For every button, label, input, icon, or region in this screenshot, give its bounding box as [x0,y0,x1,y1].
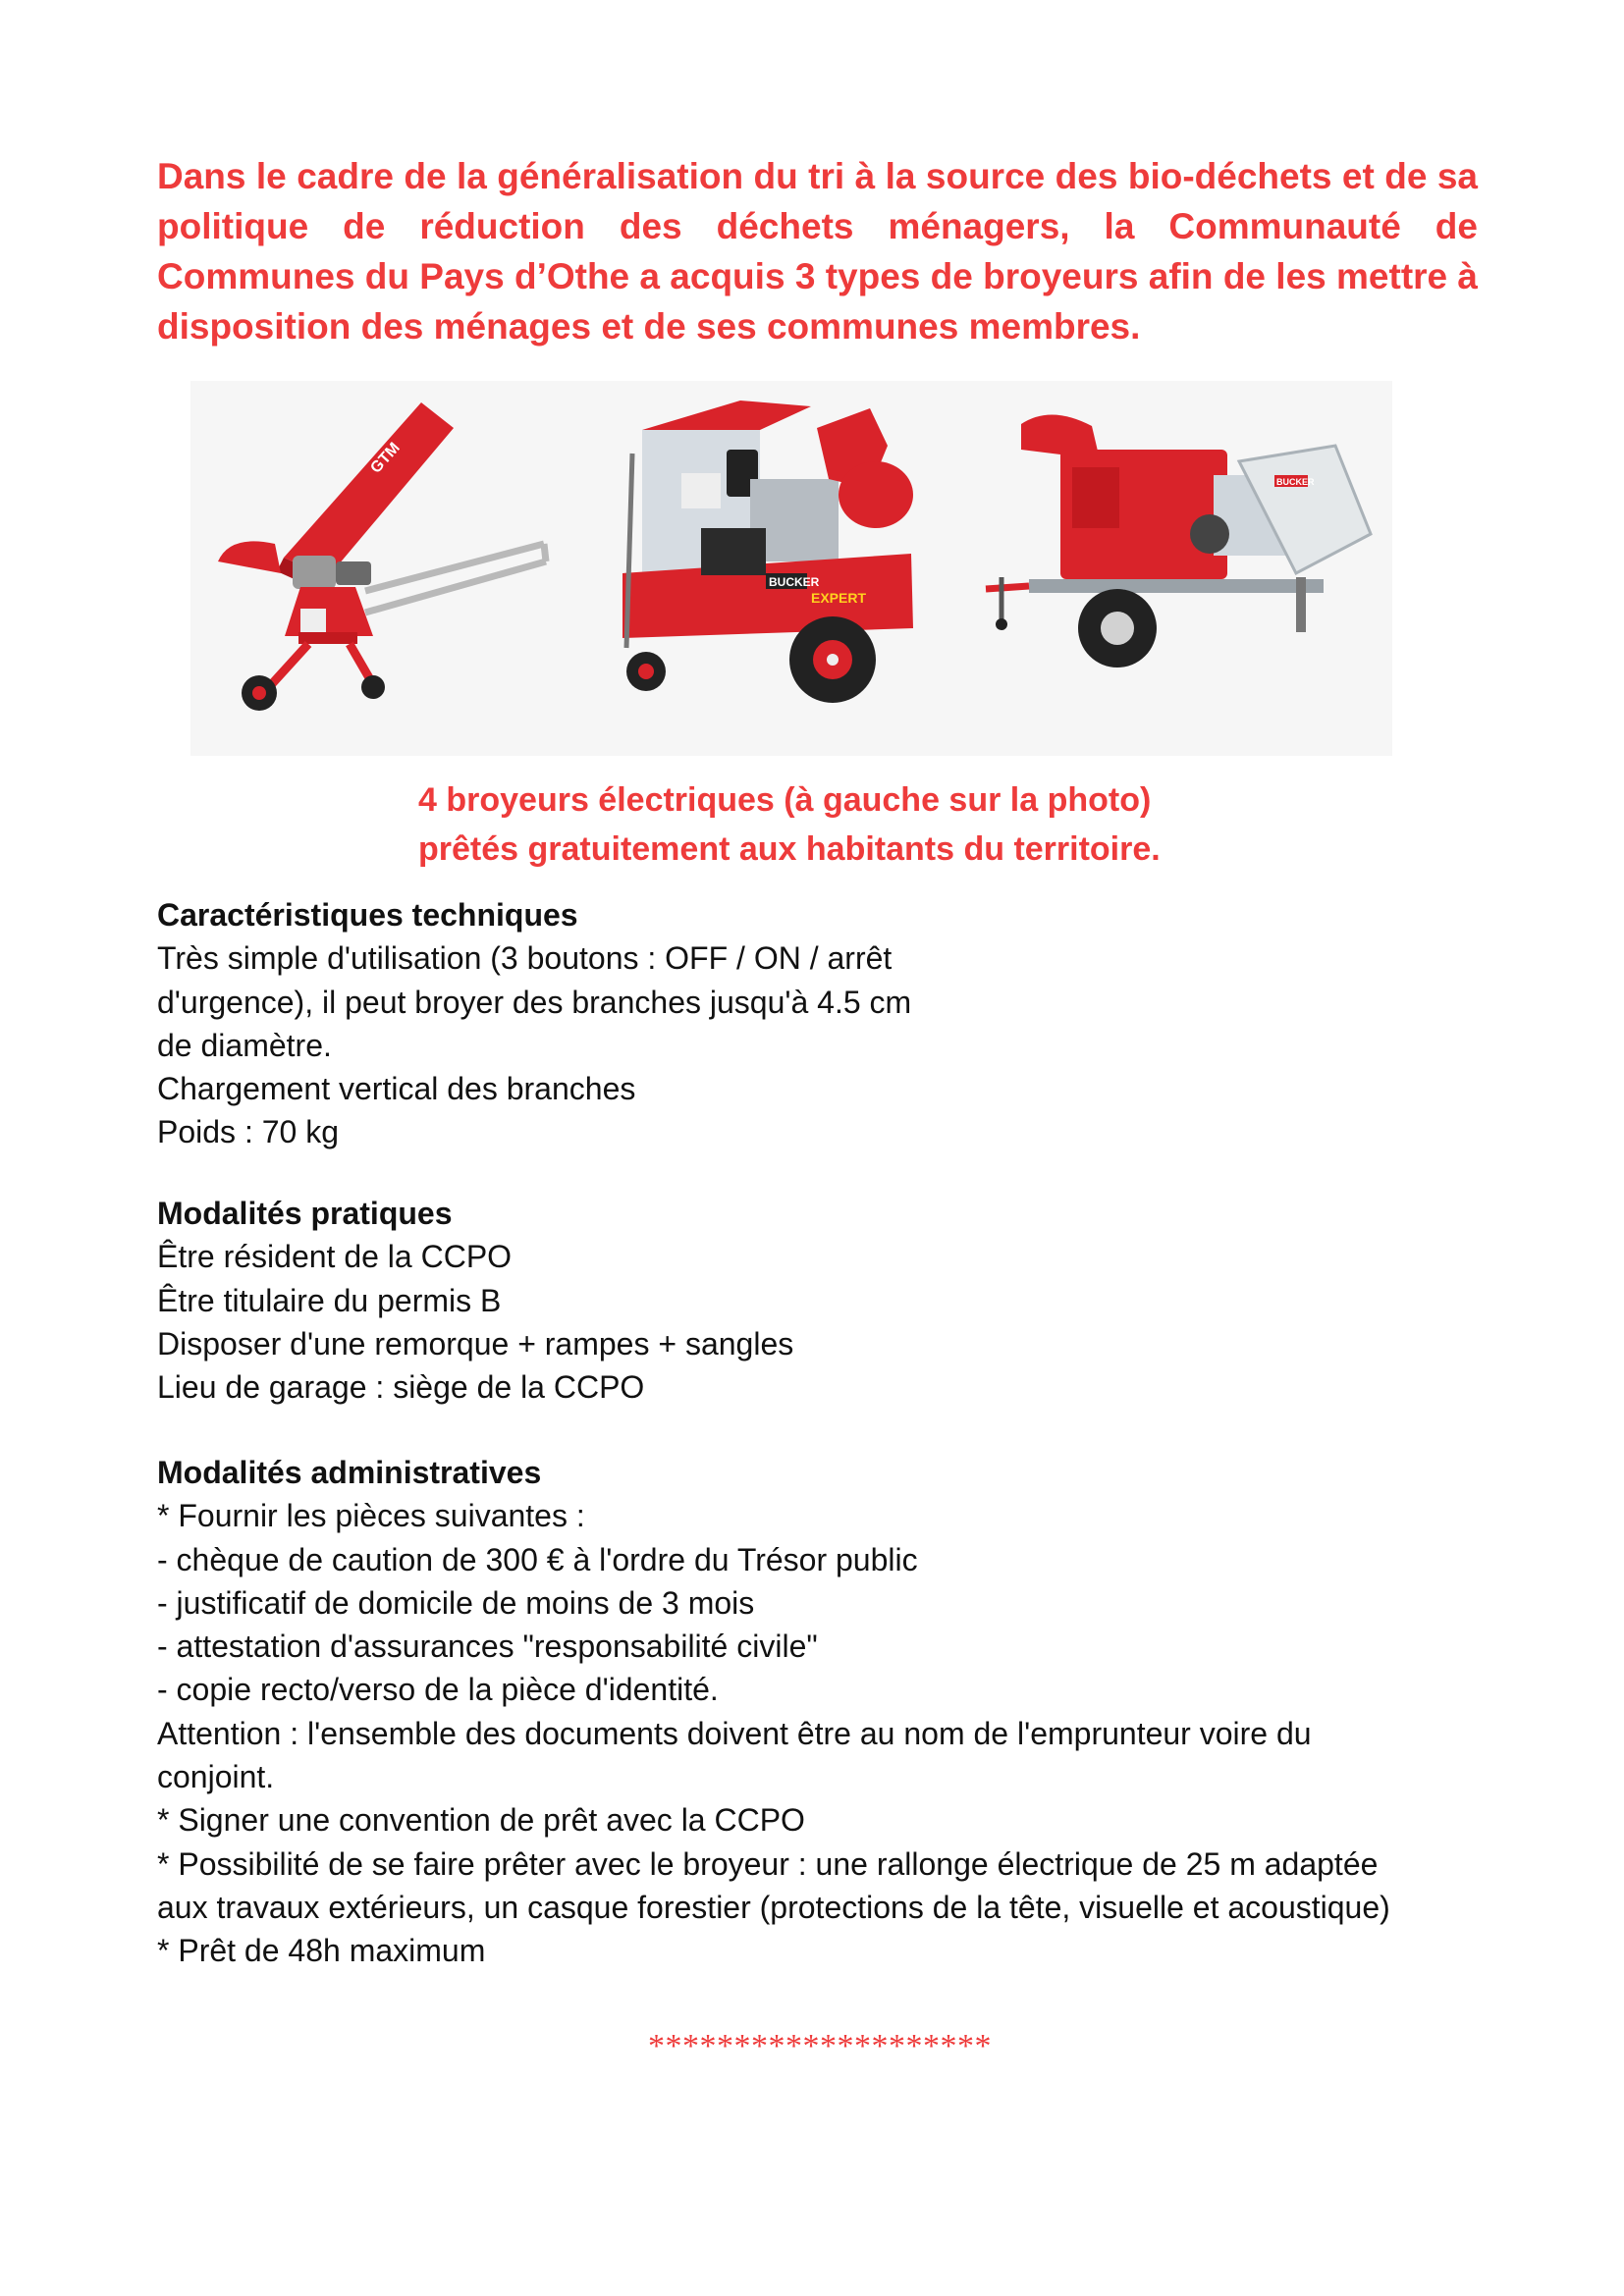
bucker-logo: BUCKER [769,575,820,589]
intro-paragraph: Dans le cadre de la généralisation du tri à la source des bio-déchets et de sa politique de réduction des déchets ménagers, la Communauté de Communes du Pays d’Othe a acquis 3 types de broyeurs afin de les mettre à disposition des ménages et de ses communes membres. [157,156,1478,347]
administrative-line: * Possibilité de se faire prêter avec le broyeur : une rallonge électrique de 25 m adaptée [157,1845,1379,1882]
shredders-photo [190,381,1392,756]
administrative-line: - attestation d'assurances "responsabilité civile" [157,1629,818,1665]
electric-shredder-image [190,381,583,756]
expert-logo: EXPERT [811,590,867,606]
characteristics-section [157,893,1492,1154]
characteristics-line: de diamètre. [157,1027,332,1063]
practical-line: Être résident de la CCPO [157,1239,513,1275]
characteristics-line: Chargement vertical des branches [157,1071,636,1107]
administrative-line: conjoint. [157,1759,275,1795]
characteristics-line: Très simple d'utilisation (3 boutons : OFF / ON / arrêt [157,940,893,977]
administrative-line: Attention : l'ensemble des documents doivent être au nom de l'emprunteur voire du [157,1715,1312,1751]
gasoline-shredder-image [593,381,986,756]
administrative-line: aux travaux extérieurs, un casque forestier (protections de la tête, visuelle et acoustique) [157,1889,1390,1925]
practical-title: Modalités pratiques [157,1196,453,1231]
caption-line-1: 4 broyeurs électriques (à gauche sur la photo) [418,781,1152,819]
administrative-line: - chèque de caution de 300 € à l'ordre du Trésor public [157,1541,918,1577]
administrative-line: * Prêt de 48h maximum [157,1933,486,1969]
administrative-line: * Fournir les pièces suivantes : [157,1498,585,1534]
trailer-bucker-logo: BUCKER [1276,477,1315,487]
practical-line: Disposer d'une remorque + rampes + sangles [157,1325,794,1362]
characteristics-line: Poids : 70 kg [157,1114,339,1150]
loan-caption [418,775,1161,874]
gtm-logo: GTM [367,439,404,477]
separator: ******************** [648,2028,992,2064]
caption-line-2: prêtés gratuitement aux habitants du territoire. [418,830,1161,868]
administrative-line: * Signer une convention de prêt avec la CCPO [157,1802,805,1839]
practical-section [157,1192,1492,1409]
practical-line: Lieu de garage : siège de la CCPO [157,1369,645,1406]
practical-line: Être titulaire du permis B [157,1282,502,1318]
administrative-section [157,1451,1492,1973]
administrative-line: - copie recto/verso de la pièce d'identité. [157,1672,719,1708]
administrative-line: - justificatif de domicile de moins de 3 mois [157,1584,755,1621]
administrative-title: Modalités administratives [157,1455,542,1490]
trailer-shredder-image [982,381,1392,756]
characteristics-line: d'urgence), il peut broyer des branches jusqu'à 4.5 cm [157,984,912,1020]
characteristics-title: Caractéristiques techniques [157,897,578,933]
